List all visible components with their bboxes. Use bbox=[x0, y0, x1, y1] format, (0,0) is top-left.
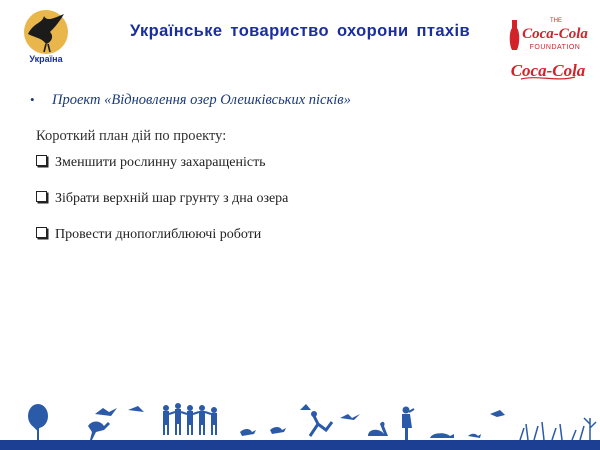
bird-icon bbox=[128, 406, 144, 412]
bird-icon bbox=[490, 410, 505, 417]
task-text: Зібрати верхній шар грунту з дна озера bbox=[55, 191, 289, 206]
task-text: Зменшити рослинну захаращеність bbox=[55, 155, 266, 170]
coca-cola-logo bbox=[510, 58, 586, 82]
project-title: Проект «Відновлення озер Олешківських пісків» bbox=[52, 92, 351, 108]
foundation-word: FOUNDATION bbox=[529, 44, 581, 51]
animal-icon bbox=[430, 433, 454, 438]
bullet-dot: • bbox=[30, 92, 35, 107]
checkbox-bullet-icon bbox=[36, 191, 47, 202]
footer-silhouettes bbox=[0, 396, 600, 450]
organization-title: Українське товариство охорони птахів bbox=[129, 22, 471, 40]
task-item bbox=[36, 227, 261, 243]
plan-intro: Короткий план дій по проекту: bbox=[36, 128, 227, 144]
task-item bbox=[36, 155, 266, 171]
people-group-icon bbox=[163, 403, 217, 435]
task-item bbox=[36, 191, 288, 207]
foundation-the: THE bbox=[550, 18, 562, 24]
heron-icon bbox=[88, 422, 110, 441]
coca-cola-wordmark: Coca-Cola bbox=[510, 61, 586, 80]
bird-icon bbox=[270, 427, 286, 434]
logo-caption: Україна bbox=[29, 54, 63, 64]
footer-bar bbox=[0, 440, 600, 450]
utop-bird-logo bbox=[20, 8, 72, 64]
checkbox-bullet-icon bbox=[36, 227, 47, 238]
bird-icon bbox=[95, 408, 117, 416]
duck-icon bbox=[468, 434, 481, 438]
swan-icon bbox=[368, 422, 388, 436]
cartwheel-child-icon bbox=[310, 416, 332, 436]
grass-icon bbox=[520, 422, 584, 440]
coca-cola-foundation-logo bbox=[508, 14, 588, 54]
foundation-brand: Coca-Cola bbox=[522, 26, 588, 42]
bird-icon bbox=[300, 404, 311, 410]
bird-icon bbox=[340, 414, 360, 420]
plant-icon bbox=[584, 418, 596, 440]
birdwatcher-icon bbox=[402, 407, 414, 441]
bird-icon bbox=[240, 429, 256, 436]
task-text: Провести днопоглиблюючі роботи bbox=[55, 227, 262, 242]
checkbox-bullet-icon bbox=[36, 155, 47, 166]
